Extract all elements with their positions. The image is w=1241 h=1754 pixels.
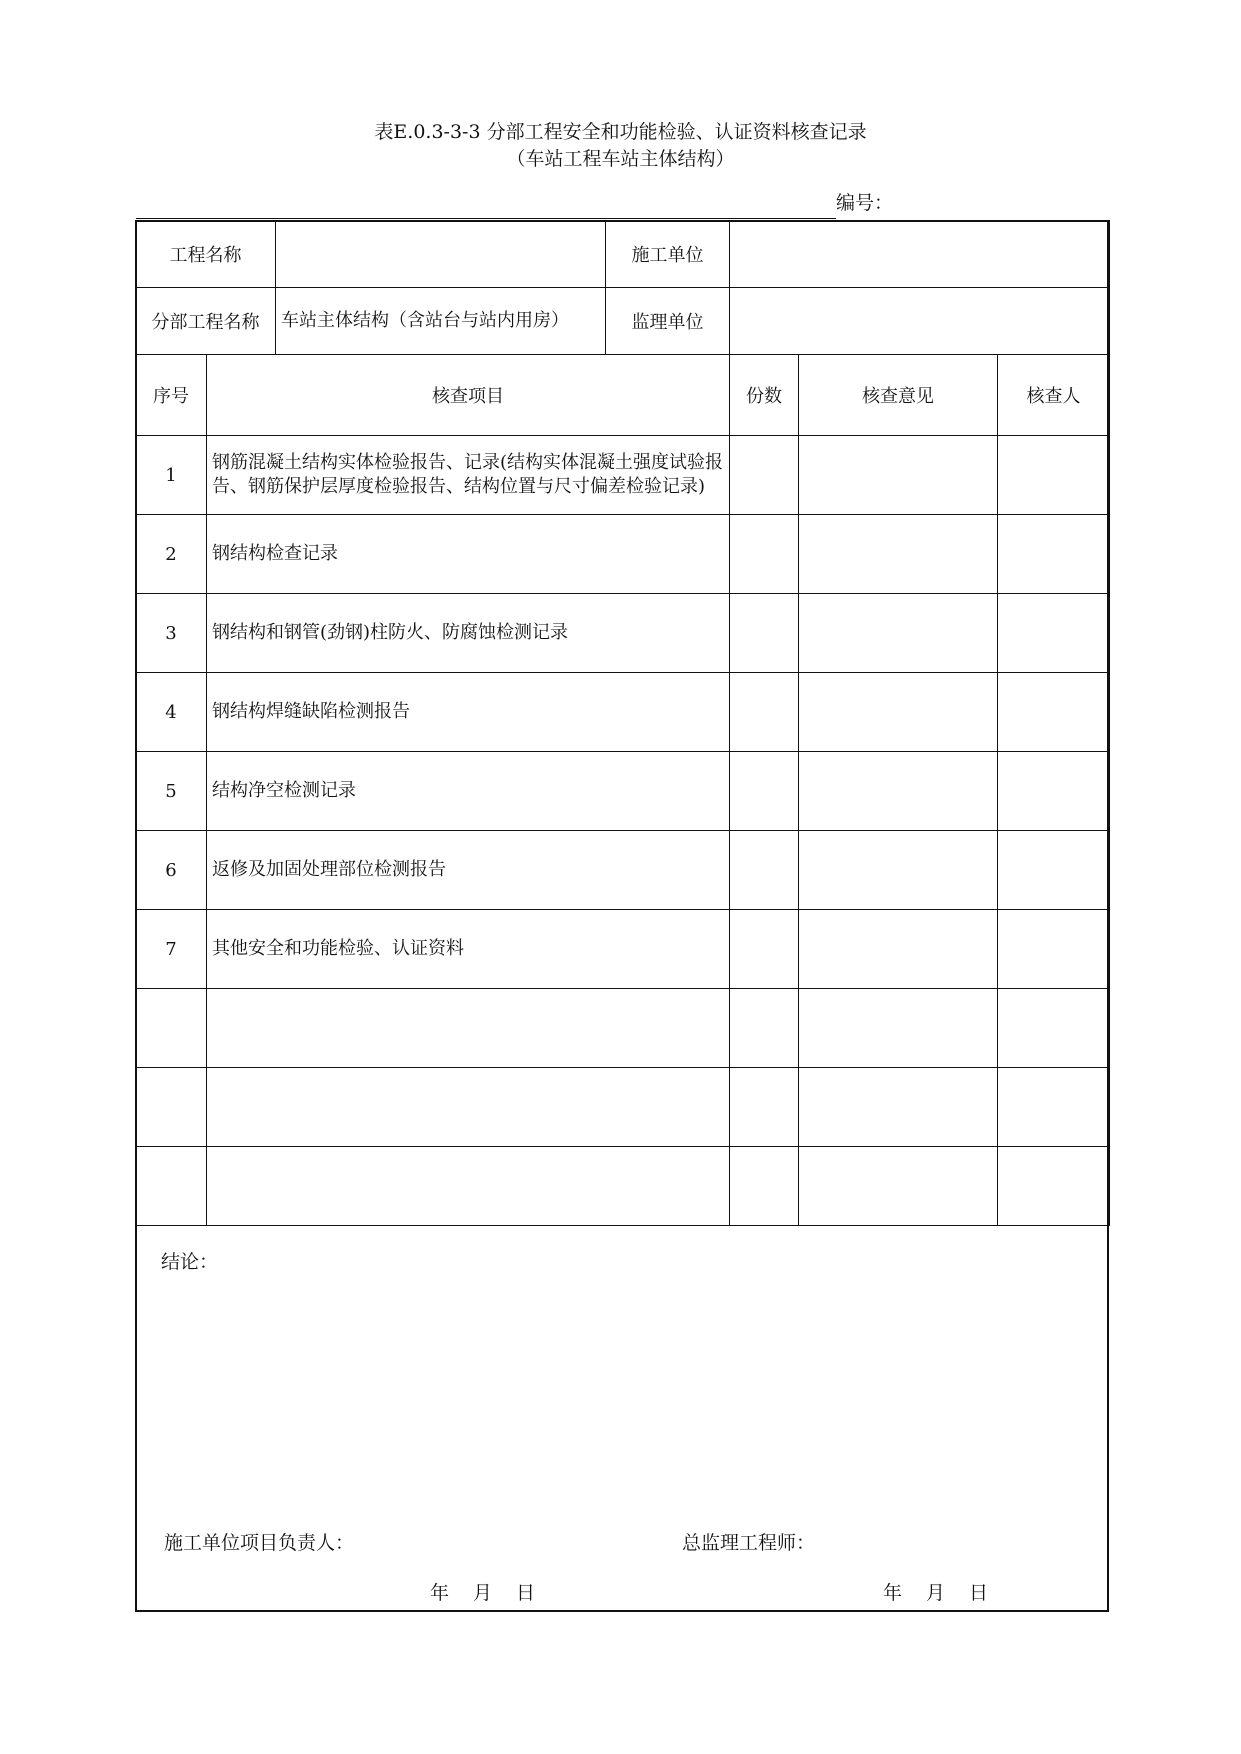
date-year: 年 xyxy=(883,1582,903,1604)
row-no: 3 xyxy=(136,594,207,673)
supervisor-date xyxy=(883,1578,1012,1605)
header-copies: 份数 xyxy=(730,355,799,436)
supervisor-signature-label: 总监理工程师： xyxy=(682,1532,816,1554)
conclusion-label: 结论： xyxy=(161,1251,219,1273)
row-item: 钢结构焊缝缺陷检测报告 xyxy=(207,673,730,752)
row-no: 2 xyxy=(136,515,207,594)
subproject-label: 分部工程名称 xyxy=(136,288,276,355)
row-item: 结构净空检测记录 xyxy=(207,752,730,831)
row-item: 钢结构检查记录 xyxy=(207,515,730,594)
contractor-date xyxy=(430,1578,559,1605)
row-no: 6 xyxy=(136,831,207,910)
supervisor-label: 监理单位 xyxy=(606,288,730,355)
header-checker: 核查人 xyxy=(998,355,1110,436)
header-no: 序号 xyxy=(136,355,207,436)
row-no: 1 xyxy=(136,436,207,515)
date-year: 年 xyxy=(430,1582,450,1604)
row-item: 钢筋混凝土结构实体检验报告、记录(结构实体混凝土强度试验报告、钢筋保护层厚度检验报告、结构位置与尺寸偏差检验记录) xyxy=(207,436,730,515)
row-no: 7 xyxy=(136,910,207,989)
date-day: 日 xyxy=(969,1582,989,1604)
form-frame xyxy=(135,220,1109,1612)
row-item: 钢结构和钢管(劲钢)柱防火、防腐蚀检测记录 xyxy=(207,594,730,673)
serial-underline xyxy=(136,218,836,219)
date-month: 月 xyxy=(926,1582,946,1604)
row-item: 返修及加固处理部位检测报告 xyxy=(207,831,730,910)
subproject-value[interactable]: 车站主体结构（含站台与站内用房） xyxy=(276,288,606,355)
contractor-signature-label: 施工单位项目负责人： xyxy=(164,1532,355,1554)
row-no: 4 xyxy=(136,673,207,752)
date-month: 月 xyxy=(473,1582,493,1604)
header-item: 核查项目 xyxy=(207,355,730,436)
row-no: 5 xyxy=(136,752,207,831)
row-item: 其他安全和功能检验、认证资料 xyxy=(207,910,730,989)
date-day: 日 xyxy=(516,1582,536,1604)
serial-number-label: 编号： xyxy=(836,192,894,214)
project-name-label: 工程名称 xyxy=(136,221,276,288)
contractor-label: 施工单位 xyxy=(606,221,730,288)
header-opinion: 核查意见 xyxy=(799,355,998,436)
form-subtitle: （车站工程车站主体结构） xyxy=(506,148,735,170)
form-title: 表E.0.3-3-3 分部工程安全和功能检验、认证资料核查记录 xyxy=(374,121,867,143)
